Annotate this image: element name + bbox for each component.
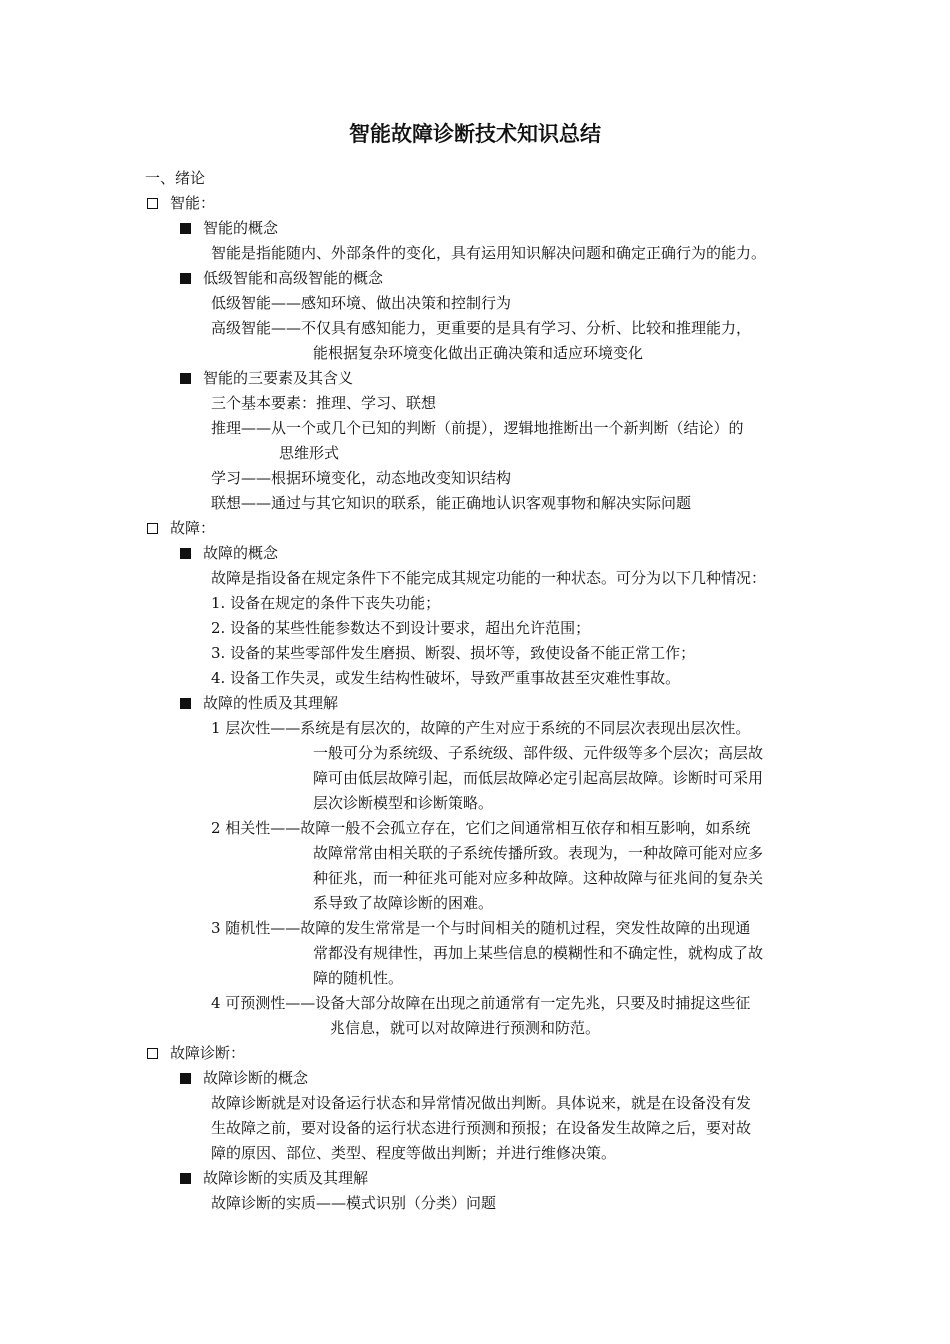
intelligence-concept-text: 智能是指能随内、外部条件的变化，具有运用知识解决问题和确定正确行为的能力。 (211, 244, 767, 262)
page-title: 智能故障诊断技术知识总结 (349, 122, 601, 146)
fault-case-1: 1. 设备在规定的条件下丧失功能； (211, 594, 441, 612)
randomness-text-2: 常都没有规律性，再加上某些信息的模糊性和不确定性，就构成了故 (313, 944, 764, 962)
correlation-text-1: 2 相关性——故障一般不会孤立存在，它们之间通常相互依存和相互影响，如系统 (211, 819, 751, 837)
fault-case-2: 2. 设备的某些性能参数达不到设计要求，超出允许范围； (211, 619, 591, 637)
filled-square-icon (180, 548, 191, 559)
fault-nature-item (180, 691, 338, 716)
reasoning-text-1: 推理——从一个或几个已知的判断（前提），逻辑地推断出一个新判断（结论）的 (211, 419, 744, 437)
fault-case-4: 4. 设备工作失灵，或发生结构性破坏，导致严重事故甚至灾难性事故。 (211, 669, 681, 687)
intelligence-elements-item (180, 366, 353, 391)
fault-case-3: 3. 设备的某些零部件发生磨损、断裂、损坏等，致使设备不能正常工作； (211, 644, 696, 662)
randomness-text-1: 3 随机性——故障的发生常常是一个与时间相关的随机过程，突发性故障的出现通 (211, 919, 751, 937)
hierarchy-text-3: 障可由低层故障引起，而低层故障必定引起高层故障。诊断时可采用 (313, 769, 764, 787)
intelligence-levels-item (180, 266, 383, 291)
filled-square-icon (180, 273, 191, 284)
intelligence-concept-heading: 智能的概念 (203, 219, 279, 237)
diagnosis-concept-item (180, 1066, 308, 1091)
filled-square-icon (180, 1173, 191, 1184)
predictability-text-1: 4 可预测性——设备大部分故障在出现之前通常有一定先兆，只要及时捕捉这些征 (211, 994, 751, 1012)
fault-label: 故障： (170, 519, 216, 537)
hollow-square-icon (147, 1048, 158, 1059)
low-level-text: 低级智能——感知环境、做出决策和控制行为 (211, 294, 512, 312)
section-heading: 一、绪论 (145, 169, 206, 187)
fault-nature-heading: 故障的性质及其理解 (203, 694, 339, 712)
diagnosis-item (147, 1041, 245, 1066)
intelligence-elements-heading: 智能的三要素及其含义 (203, 369, 354, 387)
correlation-text-3: 种征兆，而一种征兆可能对应多种故障。这种故障与征兆间的复杂关 (313, 869, 764, 887)
elements-list-text: 三个基本要素：推理、学习、联想 (211, 394, 437, 412)
intelligence-concept-item (180, 216, 278, 241)
filled-square-icon (180, 1073, 191, 1084)
diagnosis-essence-item (180, 1166, 368, 1191)
reasoning-text-2: 思维形式 (279, 444, 340, 462)
diagnosis-essence-heading: 故障诊断的实质及其理解 (203, 1169, 369, 1187)
association-text: 联想——通过与其它知识的联系，能正确地认识客观事物和解决实际问题 (211, 494, 692, 512)
learning-text: 学习——根据环境变化，动态地改变知识结构 (211, 469, 512, 487)
hollow-square-icon (147, 523, 158, 534)
hierarchy-text-1: 1 层次性——系统是有层次的，故障的产生对应于系统的不同层次表现出层次性。 (211, 719, 751, 737)
diagnosis-concept-text-1: 故障诊断就是对设备运行状态和异常情况做出判断。具体说来，就是在设备没有发 (211, 1094, 752, 1112)
diagnosis-concept-text-2: 生故障之前，要对设备的运行状态进行预测和预报；在设备发生故障之后，要对故 (211, 1119, 752, 1137)
fault-item (147, 516, 215, 541)
predictability-text-2: 兆信息，就可以对故障进行预测和防范。 (330, 1019, 601, 1037)
intelligence-levels-heading: 低级智能和高级智能的概念 (203, 269, 384, 287)
diagnosis-label: 故障诊断： (170, 1044, 246, 1062)
intelligence-label: 智能： (170, 194, 216, 212)
high-level-text-2: 能根据复杂环境变化做出正确决策和适应环境变化 (313, 344, 644, 362)
fault-concept-item (180, 541, 278, 566)
hierarchy-text-2: 一般可分为系统级、子系统级、部件级、元件级等多个层次；高层故 (313, 744, 764, 762)
diagnosis-essence-text: 故障诊断的实质——模式识别（分类）问题 (211, 1194, 497, 1212)
filled-square-icon (180, 373, 191, 384)
intelligence-item (147, 191, 215, 216)
filled-square-icon (180, 698, 191, 709)
filled-square-icon (180, 223, 191, 234)
diagnosis-concept-text-3: 障的原因、部位、类型、程度等做出判断；并进行维修决策。 (211, 1144, 617, 1162)
hollow-square-icon (147, 198, 158, 209)
correlation-text-4: 系导致了故障诊断的困难。 (313, 894, 494, 912)
hierarchy-text-4: 层次诊断模型和诊断策略。 (313, 794, 494, 812)
fault-concept-text: 故障是指设备在规定条件下不能完成其规定功能的一种状态。可分为以下几种情况： (211, 569, 767, 587)
fault-concept-heading: 故障的概念 (203, 544, 279, 562)
diagnosis-concept-heading: 故障诊断的概念 (203, 1069, 309, 1087)
randomness-text-3: 障的随机性。 (313, 969, 404, 987)
high-level-text-1: 高级智能——不仅具有感知能力，更重要的是具有学习、分析、比较和推理能力， (211, 319, 752, 337)
correlation-text-2: 故障常常由相关联的子系统传播所致。表现为，一种故障可能对应多 (313, 844, 764, 862)
